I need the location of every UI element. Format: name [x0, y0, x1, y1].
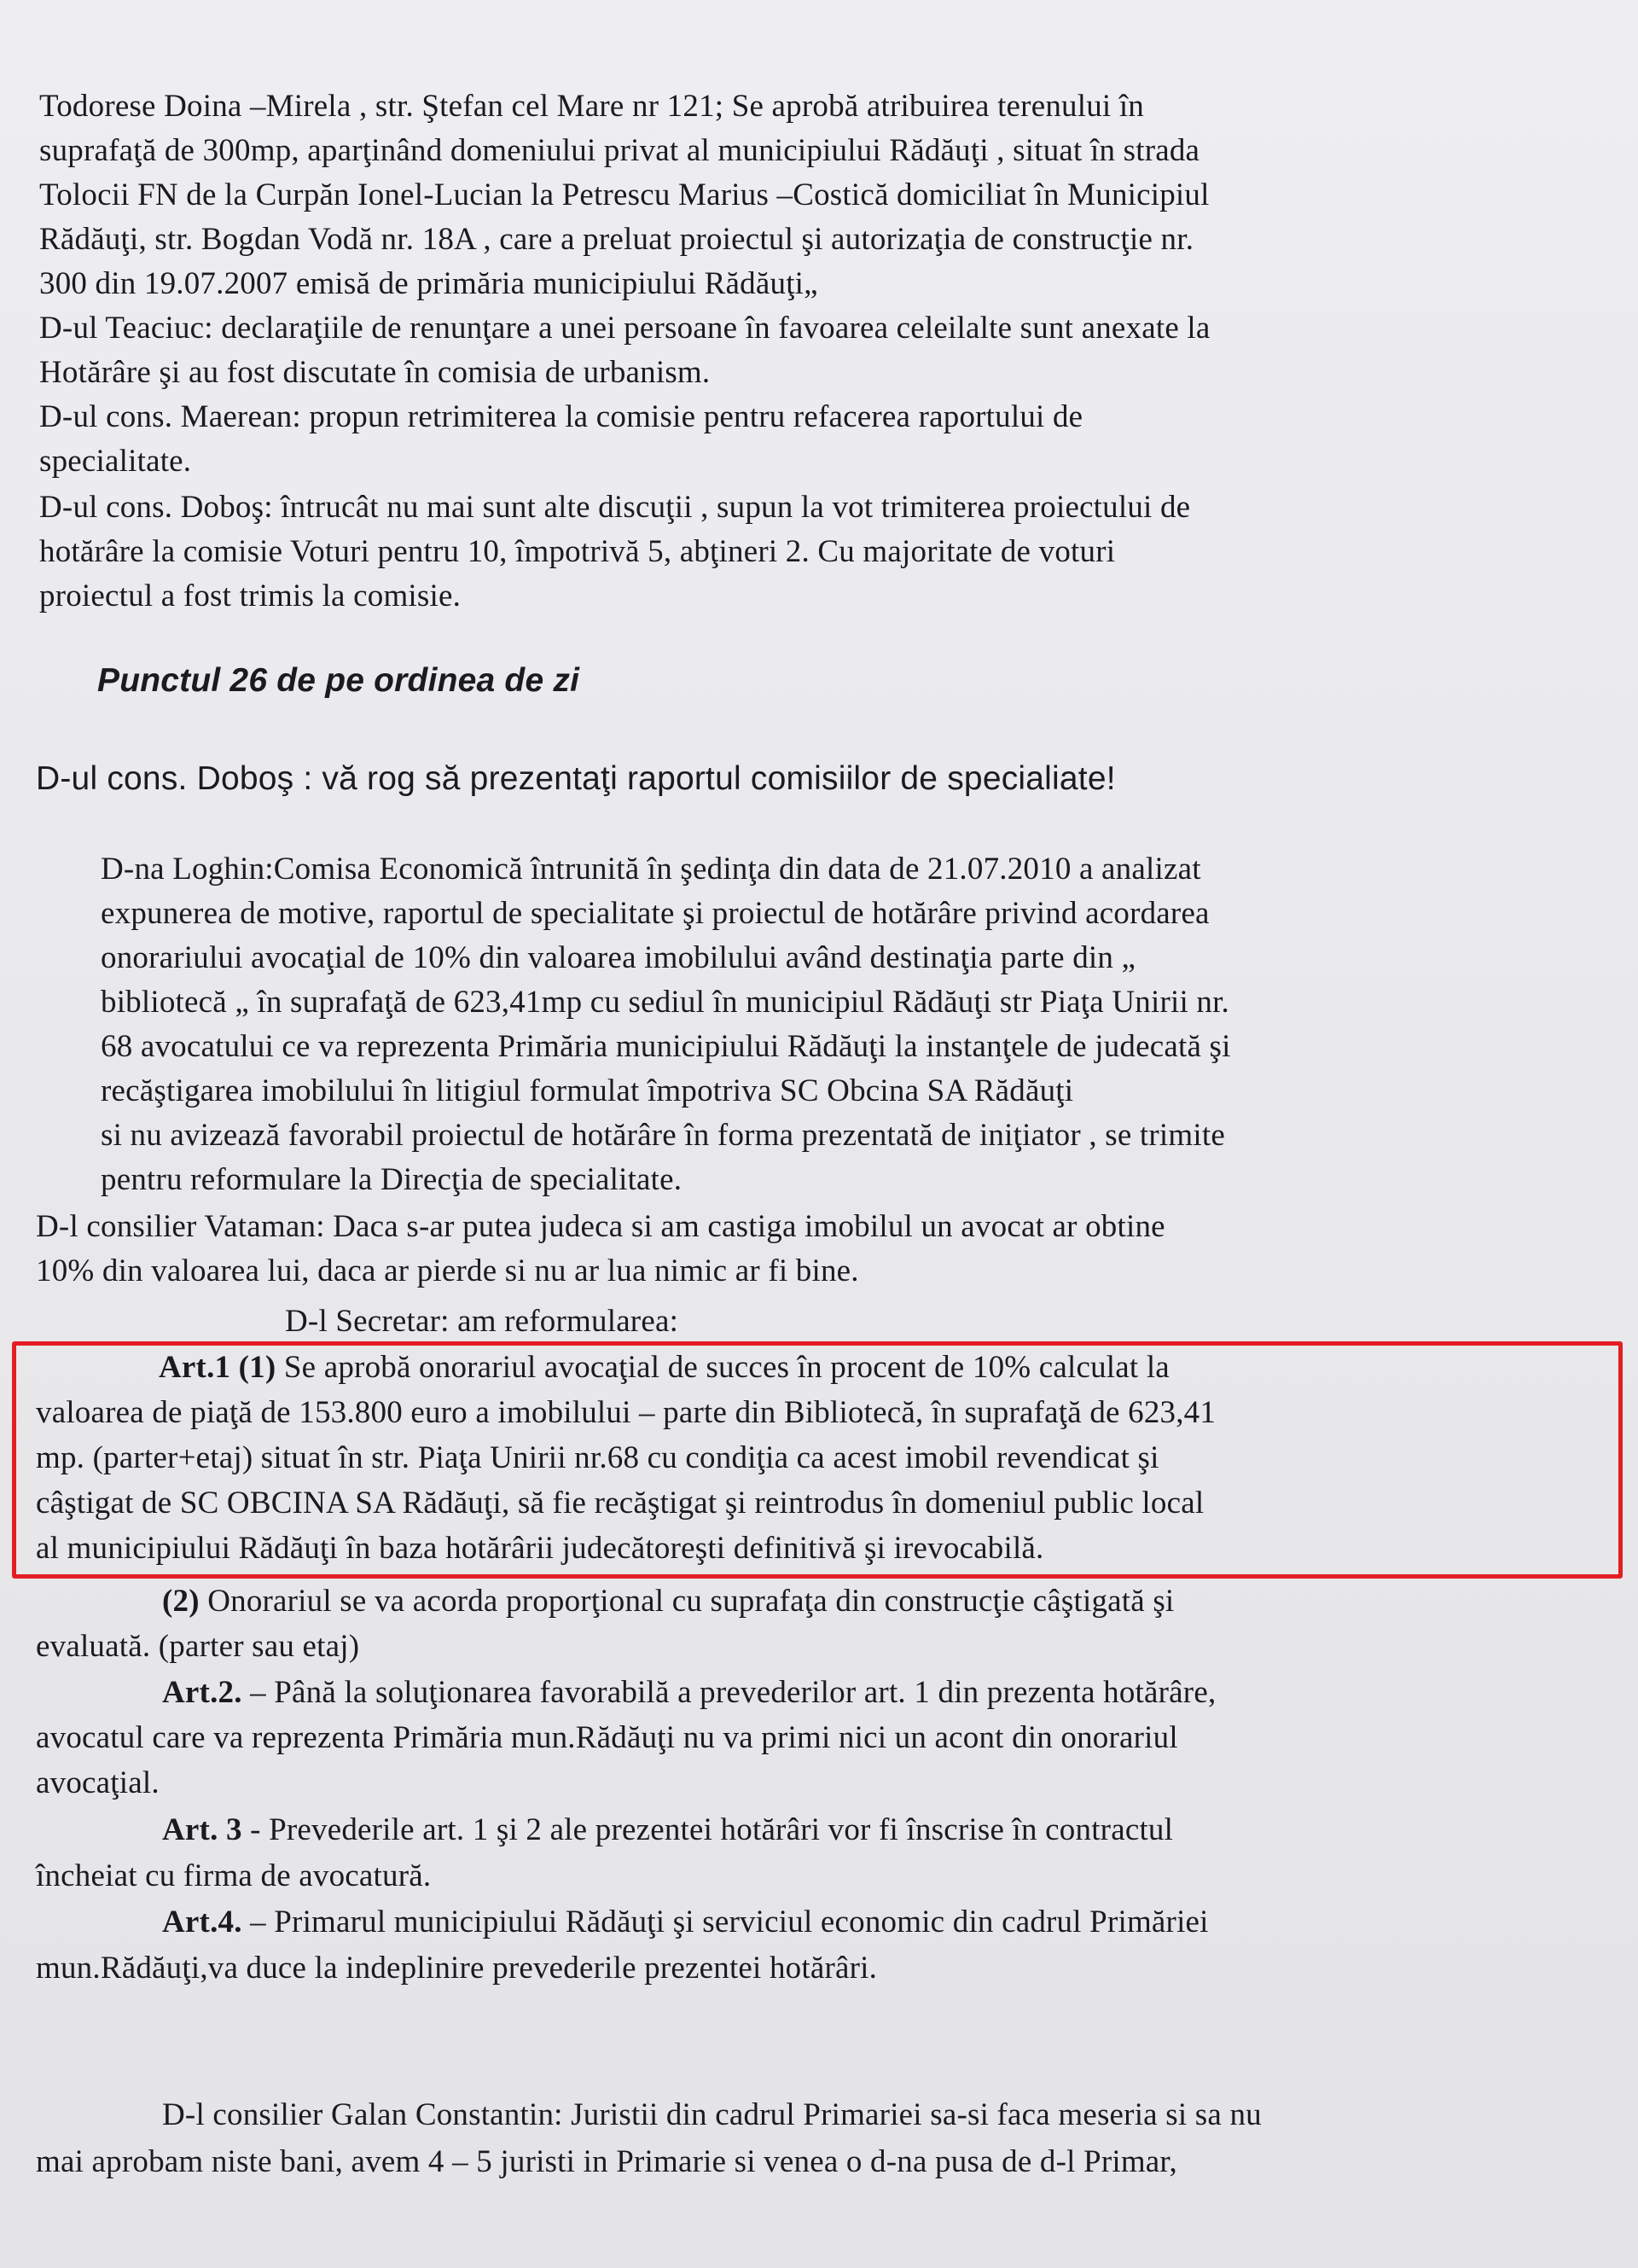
text-line: D-ul Teaciuc: declaraţiile de renunţare a unei persoane în favoarea celeilalte sunt anexate la [39, 311, 1211, 346]
art1-2-line: evaluată. (parter sau etaj) [36, 1629, 360, 1664]
report-line: pentru reformulare la Direcţia de specialitate. [101, 1162, 682, 1197]
report-line: bibliotecă „ în suprafaţă de 623,41mp cu sediul în municipiul Rădăuţi str Piaţa Unirii nr. [101, 985, 1230, 1020]
report-line: si nu avizează favorabil proiectul de hotărâre în forma prezentată de iniţiator , se trimite [101, 1118, 1225, 1153]
art1-label: Art.1 (1) [159, 1350, 276, 1385]
art2-line: avocatul care va reprezenta Primăria mun.Rădăuţi nu va primi nici un acont din onorariul [36, 1720, 1178, 1755]
art2-line: avocaţial. [36, 1765, 160, 1800]
art1-line: mp. (parter+etaj) situat în str. Piaţa Unirii nr.68 cu condiţia ca acest imobil revendicat şi [36, 1440, 1159, 1475]
galan-line: D-l consilier Galan Constantin: Juristii din cadrul Primariei sa-si faca meseria si sa nu [162, 2097, 1262, 2132]
art3-line: încheiat cu firma de avocatură. [36, 1858, 432, 1893]
art1-line: al municipiului Rădăuţi în baza hotărârii judecătoreşti definitivă şi irevocabilă. [36, 1531, 1044, 1566]
text-line: Hotărâre şi au fost discutate în comisia de urbanism. [39, 355, 711, 390]
art1-line: câştigat de SC OBCINA SA Rădăuţi, să fie recăştigat şi reintrodus în domeniul public local [36, 1486, 1205, 1521]
art1-text: Se aprobă onorariul avocaţial de succes în procent de 10% calculat la [276, 1350, 1170, 1385]
text-line: D-ul cons. Doboş: întrucât nu mai sunt alte discuţii , supun la vot trimiterea proiectului de [39, 490, 1191, 525]
text-line: Todorese Doina –Mirela , str. Ştefan cel Mare nr 121; Se aprobă atribuirea terenului în [39, 89, 1145, 124]
report-line: D-na Loghin:Comisa Economică întrunită în şedinţa din data de 21.07.2010 a analizat [101, 852, 1201, 887]
art2-label: Art.2. [162, 1675, 242, 1710]
report-line: 68 avocatului ce va reprezenta Primăria municipiului Rădăuţi la instanţele de judecată şi [101, 1029, 1231, 1064]
report-line: expunerea de motive, raportul de specialitate şi proiectul de hotărâre privind acordarea [101, 896, 1210, 931]
art3-line [162, 1814, 1173, 1846]
text-line: proiectul a fost trimis la comisie. [39, 579, 462, 614]
art1-2-label: (2) [162, 1584, 200, 1619]
art2-text: – Până la soluţionarea favorabilă a prevederilor art. 1 din prezenta hotărâre, [241, 1675, 1217, 1710]
text-line: hotărâre la comisie Voturi pentru 10, împotrivă 5, abţineri 2. Cu majoritate de voturi [39, 534, 1116, 569]
secretar-line: D-l Secretar: am reformularea: [285, 1304, 679, 1339]
section-heading: Punctul 26 de pe ordinea de zi [97, 662, 580, 699]
art2-line [162, 1677, 1216, 1708]
report-line: onorariului avocaţial de 10% din valoarea imobilului având destinaţia parte din „ [101, 940, 1136, 975]
art4-label: Art.4. [162, 1905, 242, 1939]
text-line: suprafaţă de 300mp, aparţinând domeniului privat al municipiului Rădăuţi , situat în strada [39, 133, 1200, 168]
text-line: 300 din 19.07.2007 emisă de primăria municipiului Rădăuţi„ [39, 266, 818, 301]
vataman-line: 10% din valoarea lui, daca ar pierde si nu ar lua nimic ar fi bine. [36, 1253, 859, 1288]
text-line: Rădăuţi, str. Bogdan Vodă nr. 18A , care a preluat proiectul şi autorizaţia de construcţie nr. [39, 222, 1194, 257]
text-line: specialitate. [39, 444, 192, 479]
report-line: recăştigarea imobilului în litigiul formulat împotriva SC Obcina SA Rădăuţi [101, 1073, 1074, 1108]
art4-line [162, 1906, 1209, 1938]
art1-2-text: Onorariul se va acorda proporţional cu suprafaţa din construcţie câştigată şi [199, 1584, 1175, 1619]
vataman-line: D-l consilier Vataman: Daca s-ar putea judeca si am castiga imobilul un avocat ar obtine [36, 1209, 1165, 1244]
art4-text: – Primarul municipiului Rădăuţi şi serviciul economic din cadrul Primăriei [241, 1905, 1209, 1939]
chair-request: D-ul cons. Doboş : vă rog să prezentaţi raportul comisiilor de specialiate! [36, 760, 1116, 797]
art4-line: mun.Rădăuţi,va duce la indeplinire prevederile prezentei hotărâri. [36, 1951, 878, 1986]
art3-text: - Prevederile art. 1 şi 2 ale prezentei hotărâri vor fi înscrise în contractul [241, 1812, 1174, 1847]
text-line: D-ul cons. Maerean: propun retrimiterea la comisie pentru refacerea raportului de [39, 399, 1083, 434]
art3-label: Art. 3 [162, 1812, 242, 1847]
text-line: Tolocii FN de la Curpăn Ionel-Lucian la Petrescu Marius –Costică domiciliat în Municipiul [39, 177, 1210, 212]
art1-line [159, 1352, 1170, 1383]
galan-line: mai aprobam niste bani, avem 4 – 5 juristi in Primarie si venea o d-na pusa de d-l Primar, [36, 2144, 1177, 2179]
art1-line: valoarea de piaţă de 153.800 euro a imobilului – parte din Bibliotecă, în suprafaţă de 623,41 [36, 1395, 1217, 1430]
art1-2-line [162, 1585, 1174, 1617]
